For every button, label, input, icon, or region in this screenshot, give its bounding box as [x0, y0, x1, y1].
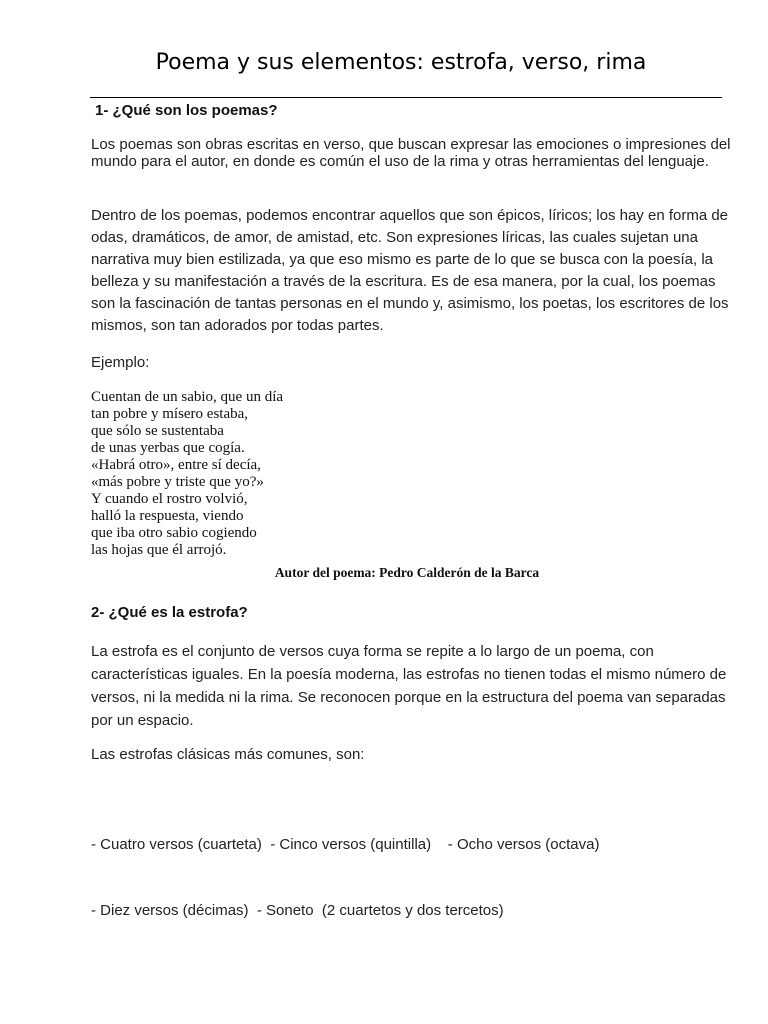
poem-line: que iba otro sabio cogiendo	[91, 525, 257, 541]
poem	[91, 389, 283, 559]
poem-line: las hojas que él arrojó.	[91, 542, 227, 558]
section2-paragraph1: La estrofa es el conjunto de versos cuya forma se repite a lo largo de un poema, con características iguales. En la poesía moderna, las estrofas no tienen todas el mismo número de versos, ni la medida ni la rima. Se reconocen porque en la estructura del poema van separadas por un espacio.	[91, 643, 727, 729]
poem-line: halló la respuesta, viendo	[91, 508, 244, 524]
section2-paragraph2: Las estrofas clásicas más comunes, son:	[91, 746, 365, 763]
poem-line: Cuentan de un sabio, que un día	[91, 389, 284, 405]
stanza-list	[91, 790, 600, 966]
poem-line: que sólo se sustentaba	[91, 423, 224, 439]
poem-line: Y cuando el rostro volvió,	[91, 491, 248, 507]
title-divider	[90, 97, 722, 98]
poem-line: «Habrá otro», entre sí decía,	[91, 457, 261, 473]
poem-line: «más pobre y triste que yo?»	[91, 474, 264, 490]
poem-author: Autor del poema: Pedro Calderón de la Barca	[274, 565, 540, 580]
section2-heading: 2- ¿Qué es la estrofa?	[91, 604, 248, 621]
section1-heading: 1- ¿Qué son los poemas?	[95, 102, 278, 119]
page-title: Poema y sus elementos: estrofa, verso, rima	[155, 50, 647, 75]
section1-paragraph2: Dentro de los poemas, podemos encontrar aquellos que son épicos, líricos; los hay en forma de odas, dramáticos, de amor, de amistad, etc. Son expresiones líricas, las cuales sujetan una narrativa muy bien estilizada, ya que eso mismo es parte de lo que se busca con la poesía, la belleza y su manifestación a través de la escritura. Es de esa manera, por la cual, los poemas son la fascinación de tantas personas en el mundo y, asimismo, los poetas, los escritores de los mismos, son tan adorados por todas partes.	[91, 207, 729, 334]
list-item: - Cuatro versos (cuarteta) - Cinco versos (quintilla) - Ocho versos (octava)	[91, 836, 600, 853]
section1-paragraph1: Los poemas son obras escritas en verso, que buscan expresar las emociones o impresiones del mundo para el autor, en donde es común el uso de la rima y otras herramientas del lenguaje.	[91, 136, 731, 170]
list-item: - Diez versos (décimas) - Soneto (2 cuartetos y dos tercetos)	[91, 902, 504, 919]
poem-line: de unas yerbas que cogía.	[91, 440, 245, 456]
example-label: Ejemplo:	[91, 354, 150, 371]
poem-line: tan pobre y mísero estaba,	[91, 406, 249, 422]
